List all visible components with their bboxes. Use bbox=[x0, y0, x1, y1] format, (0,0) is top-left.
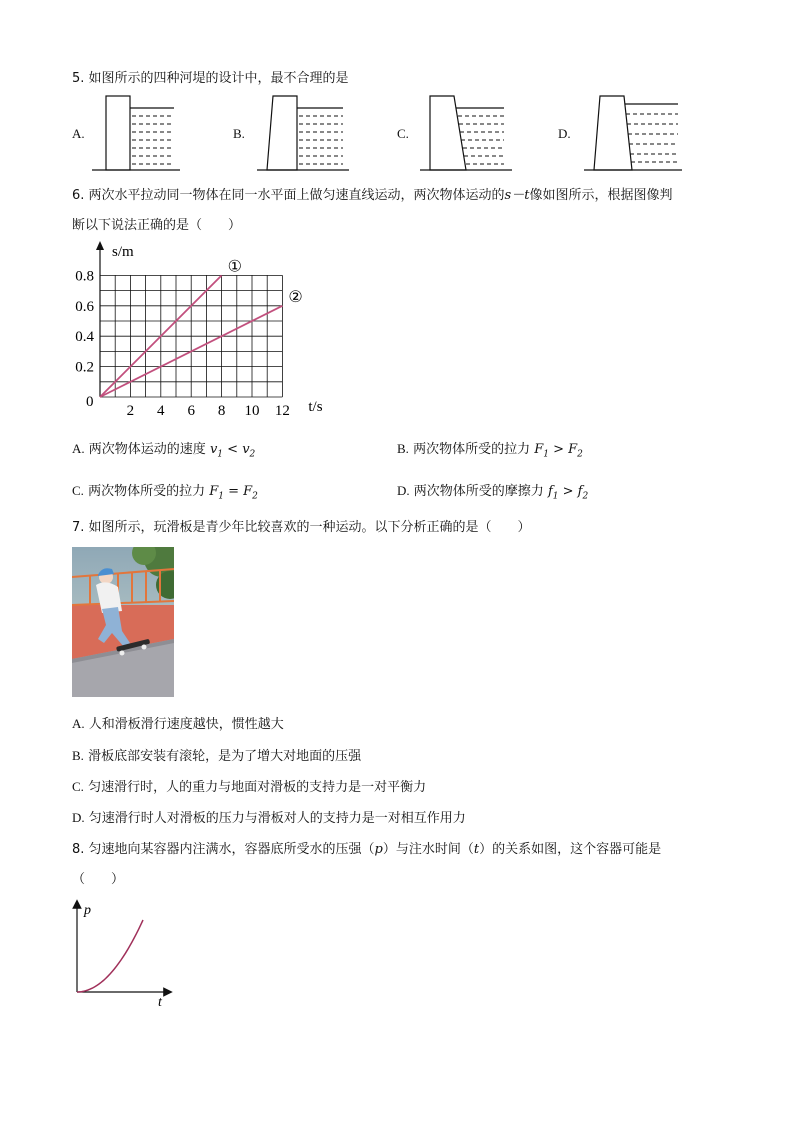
q6-y-tick: 0.4 bbox=[75, 329, 94, 346]
q6-origin-label: 0 bbox=[86, 394, 94, 410]
q7-option-d-label: D. bbox=[72, 810, 85, 825]
q6-option-a-text: 两次物体运动的速度 bbox=[88, 442, 206, 457]
q8-x-label: t bbox=[158, 995, 162, 1008]
q7-option-a bbox=[72, 713, 284, 732]
q8-stem-line1 bbox=[72, 838, 661, 857]
q6-x-label: t/s bbox=[308, 399, 323, 415]
q7-option-c-label: C. bbox=[72, 779, 84, 794]
q6-stem-part-a: 6. 两次水平拉动同一物体在同一水平面上做匀速直线运动，两次物体运动的 bbox=[72, 188, 505, 203]
q5-option-a-figure bbox=[92, 92, 182, 172]
q6-option-c-formula: $F_1 = F_2$ bbox=[209, 484, 258, 502]
q7-option-c bbox=[72, 776, 426, 795]
q7-option-d-text: 匀速滑行时人对滑板的压力与滑板对人的支持力是一对相互作用力 bbox=[88, 811, 466, 826]
q6-stem-line2: 断以下说法正确的是（ ） bbox=[72, 218, 242, 233]
q6-stem-part-b: 像如图所示，根据图像判 bbox=[529, 188, 673, 203]
q6-option-d-text: 两次物体所受的摩擦力 bbox=[413, 484, 544, 499]
q5-option-b-label: B. bbox=[233, 126, 245, 141]
q6-option-d-label: D. bbox=[397, 483, 410, 498]
q6-series-label-2: ② bbox=[288, 288, 303, 306]
q8-stem-part-a: 8. 匀速地向某容器内注满水，容器底所受水的压强（ bbox=[72, 842, 375, 857]
q5-option-a-label: A. bbox=[72, 126, 85, 141]
q5-option-d-figure bbox=[584, 92, 684, 172]
q6-stem-line1 bbox=[72, 184, 672, 203]
q6-x-tick: 8 bbox=[217, 403, 226, 419]
q8-stem-part-c: ）的关系如图，这个容器可能是 bbox=[479, 842, 662, 857]
q5-option-c-label: C. bbox=[397, 126, 409, 141]
q6-option-a-label: A. bbox=[72, 441, 85, 456]
skateboard-photo bbox=[72, 547, 174, 697]
q7-option-b-label: B. bbox=[72, 748, 84, 763]
q7-option-a-label: A. bbox=[72, 716, 85, 731]
q6-x-tick: 12 bbox=[274, 403, 290, 419]
q6-x-tick: 4 bbox=[157, 403, 165, 419]
q8-curve bbox=[77, 920, 143, 992]
q5-option-d-label: D. bbox=[558, 126, 571, 141]
q8-stem-line2: （ ） bbox=[72, 872, 125, 887]
q6-option-c-label: C. bbox=[72, 483, 84, 498]
q6-y-tick: 0.8 bbox=[75, 268, 94, 285]
q5-stem: 5. 如图所示的四种河堤的设计中，最不合理的是 bbox=[72, 71, 349, 86]
q7-option-a-text: 人和滑板滑行速度越快，惯性越大 bbox=[88, 717, 284, 732]
q6-x-tick: 10 bbox=[244, 403, 260, 419]
q6-option-c bbox=[72, 480, 258, 502]
q8-stem-part-b: ）与注水时间（ bbox=[382, 842, 474, 857]
q7-option-b bbox=[72, 745, 361, 764]
q6-option-b-formula: $F_1 > F_2$ bbox=[534, 442, 583, 460]
q7-option-c-text: 匀速滑行时，人的重力与地面对滑板的支持力是一对平衡力 bbox=[88, 780, 427, 795]
q6-x-tick: 2 bbox=[126, 403, 135, 419]
q6-x-tick: 6 bbox=[187, 403, 195, 419]
q8-pt-chart bbox=[66, 896, 176, 1008]
q6-y-tick: 0.6 bbox=[75, 298, 94, 315]
q6-chart-grid bbox=[100, 275, 282, 397]
q5-option-c-figure bbox=[420, 92, 515, 172]
q7-option-b-text: 滑板底部安装有滚轮，是为了增大对地面的压强 bbox=[88, 749, 362, 764]
q6-option-b-text: 两次物体所受的拉力 bbox=[413, 442, 531, 457]
q6-option-b bbox=[397, 438, 583, 460]
q6-option-b-label: B. bbox=[397, 441, 409, 456]
q6-option-c-text: 两次物体所受的拉力 bbox=[88, 484, 206, 499]
q6-option-a bbox=[72, 438, 255, 460]
q6-y-label: s/m bbox=[112, 244, 134, 260]
q6-y-arrow bbox=[96, 241, 104, 250]
q8-stem-t: t bbox=[473, 842, 480, 857]
q8-stem-p: p bbox=[374, 842, 383, 857]
q6-option-d bbox=[397, 480, 588, 502]
q8-y-label: p bbox=[84, 903, 91, 918]
q7-stem: 7. 如图所示，玩滑板是青少年比较喜欢的一种运动。以下分析正确的是（ ） bbox=[72, 520, 531, 535]
q6-st-chart bbox=[64, 236, 344, 420]
q6-series-label-1: ① bbox=[227, 258, 242, 276]
q7-option-d bbox=[72, 807, 466, 826]
q6-y-tick: 0.2 bbox=[75, 359, 94, 376]
q5-option-b-figure bbox=[257, 92, 352, 172]
q6-option-a-formula: $v_1 < v_2$ bbox=[209, 442, 256, 460]
q6-stem-graph-label: s－t bbox=[504, 188, 530, 203]
q6-option-d-formula: $f_1 > f_2$ bbox=[547, 484, 589, 502]
